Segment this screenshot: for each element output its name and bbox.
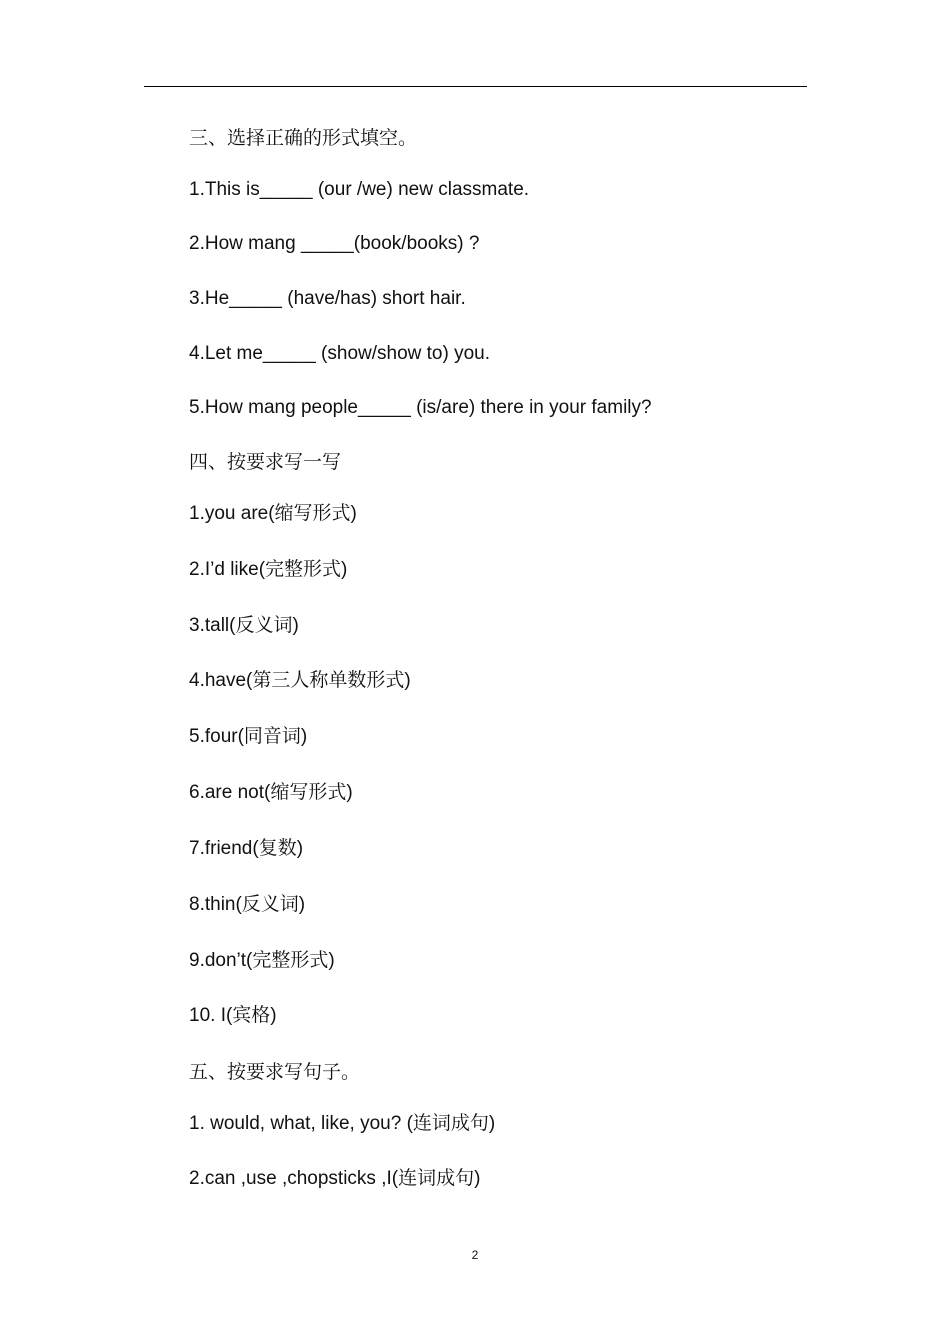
section-3-item-2: 2.How mang _____(book/books) ?: [189, 233, 480, 254]
section-5-item-1: 1. would, what, like, you? (连词成句): [189, 1113, 496, 1134]
section-3-item-1: 1.This is_____ (our /we) new classmate.: [189, 179, 530, 200]
section-5-title: 五、按要求写句子。: [189, 1061, 361, 1083]
section-4-item-3: 3.tall(反义词): [189, 615, 299, 636]
section-4-title: 四、按要求写一写: [189, 451, 342, 473]
section-4-item-10: 10. I(宾格): [189, 1005, 277, 1026]
section-3-item-5: 5.How mang people_____ (is/are) there in your family?: [189, 397, 652, 418]
section-4-item-9: 9.don’t(完整形式): [189, 950, 335, 971]
section-4-item-5: 5.four(同音词): [189, 726, 308, 747]
section-3-item-3: 3.He_____ (have/has) short hair.: [189, 288, 466, 309]
page-number: 2: [471, 1248, 479, 1262]
header-rule: [144, 86, 807, 87]
section-4-item-7: 7.friend(复数): [189, 838, 304, 859]
section-5-item-2: 2.can ,use ,chopsticks ,I(连词成句): [189, 1168, 481, 1189]
section-3-item-4: 4.Let me_____ (show/show to) you.: [189, 343, 491, 364]
section-4-item-1: 1.you are(缩写形式): [189, 503, 357, 524]
section-3-title: 三、选择正确的形式填空。: [189, 127, 418, 149]
section-4-item-6: 6.are not(缩写形式): [189, 782, 353, 803]
section-4-item-8: 8.thin(反义词): [189, 894, 306, 915]
section-4-item-4: 4.have(第三人称单数形式): [189, 670, 411, 691]
section-4-item-2: 2.I’d like(完整形式): [189, 559, 348, 580]
